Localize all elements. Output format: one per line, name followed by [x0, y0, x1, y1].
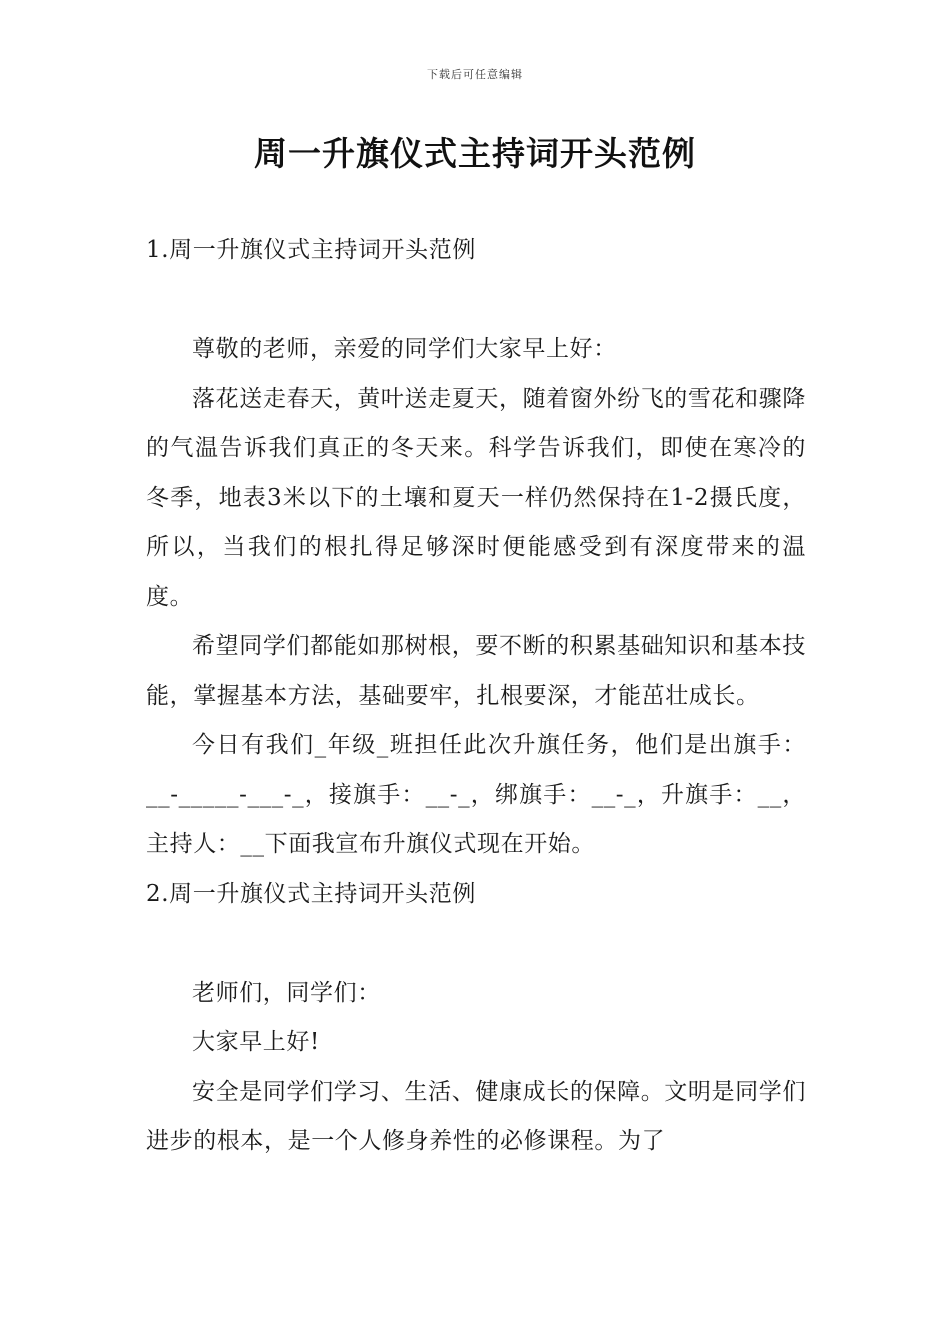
body-paragraph: 希望同学们都能如那树根，要不断的积累基础知识和基本技能，掌握基本方法，基础要牢，扎根要深，才能茁壮成长。 [146, 633, 806, 709]
document-body [146, 226, 806, 1167]
section-heading-1: 1.周一升旗仪式主持词开头范例 [146, 237, 476, 263]
body-paragraph: 安全是同学们学习、生活、健康成长的保障。文明是同学们进步的根本，是一个人修身养性的必修课程。为了 [146, 1078, 806, 1154]
spacer [146, 919, 806, 969]
document-title: 周一升旗仪式主持词开头范例 [254, 134, 696, 173]
body-paragraph: 今日有我们_年级_班担任此次升旗任务，他们是出旗手：__-_____-___-_，接旗手：__-_，绑旗手：__-_，升旗手：__，主持人：__下面我宣布升旗仪式现在开始。 [146, 732, 806, 857]
spacer [146, 276, 806, 326]
header-note: 下载后可任意编辑 [427, 68, 523, 81]
body-paragraph: 落花送走春天，黄叶送走夏天，随着窗外纷飞的雪花和骤降的气温告诉我们真正的冬天来。科学告诉我们，即使在寒冷的冬季，地表3米以下的土壤和夏天一样仍然保持在1-2摄氏度，所以，当我们的根扎得足够深时便能感受到有深度带来的温度。 [146, 385, 806, 610]
greeting-paragraph: 大家早上好! [192, 1029, 320, 1055]
greeting-paragraph: 老师们，同学们： [192, 979, 381, 1006]
section-heading-2: 2.周一升旗仪式主持词开头范例 [146, 880, 476, 907]
greeting-paragraph: 尊敬的老师，亲爱的同学们大家早上好： [192, 336, 617, 362]
